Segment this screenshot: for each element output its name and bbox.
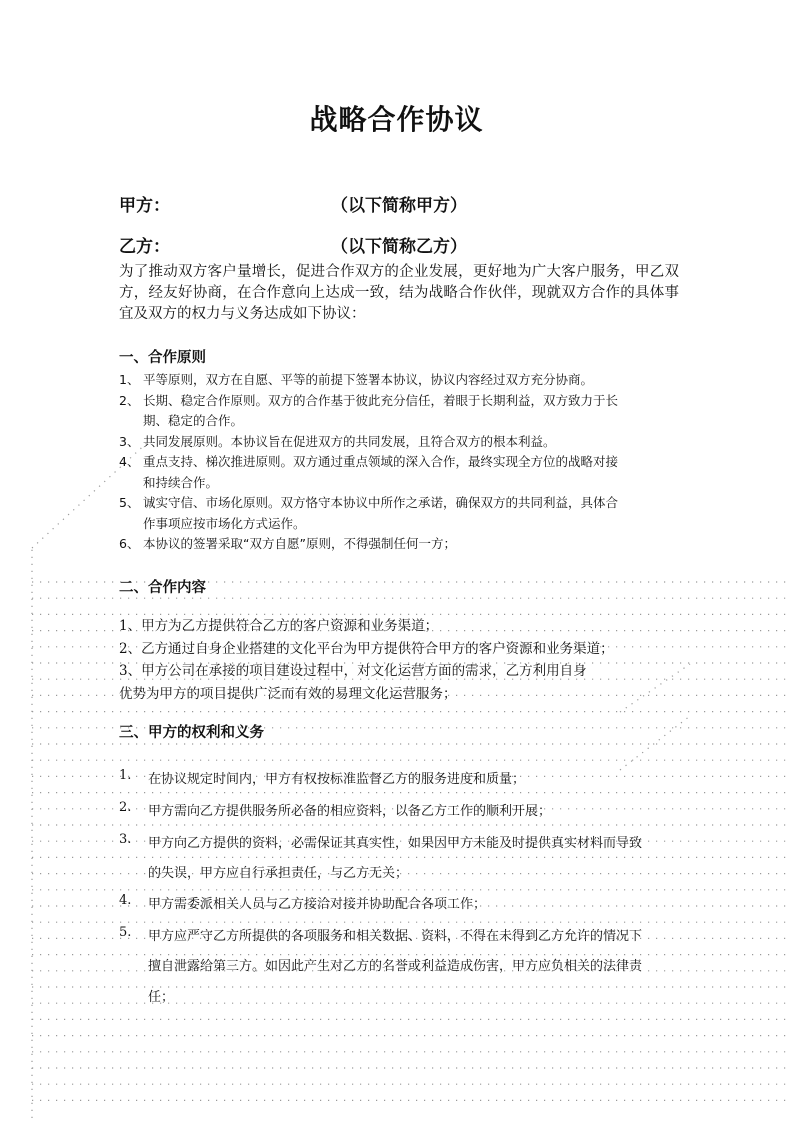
- party-b-note: （以下简称乙方）: [331, 237, 467, 257]
- principle-item: [119, 493, 679, 534]
- item-text: 甲方应严守乙方所提供的各项服务和相关数据、资料，不得在未得到乙方允许的情况下: [148, 929, 643, 944]
- item-number: 5、: [119, 495, 140, 510]
- item-text: 任；: [148, 989, 175, 1005]
- item-number: 1.: [119, 768, 132, 783]
- item-number: 4、: [119, 454, 140, 469]
- content-line: 优势为甲方的项目提供广泛而有效的易理文化运营服务；: [119, 686, 457, 702]
- content-line: 2、乙方通过自身企业搭建的文化平台为甲方提供符合甲方的客户资源和业务渠道；: [119, 641, 614, 657]
- item-text: 长期、稳定合作原则。双方的合作基于彼此充分信任，着眼于长期利益，双方致力于长: [143, 392, 619, 408]
- item-text: 在协议规定时间内，甲方有权按标准监督乙方的服务进度和质量；: [148, 772, 526, 787]
- party-a-label: 甲方：: [119, 196, 170, 216]
- content-line: 3、甲方公司在承接的项目建设过程中，对文化运营方面的需求，乙方利用自身: [119, 663, 587, 679]
- item-number: 3.: [119, 831, 132, 847]
- item-number: 6、: [119, 536, 140, 551]
- item-text: 擅自泄露给第三方。如因此产生对乙方的名誉或利益造成伤害，甲方应负相关的法律责: [148, 959, 643, 975]
- item-number: 1、: [119, 372, 140, 387]
- item-text: 甲方向乙方提供的资料，必需保证其真实性，如果因甲方未能及时提供真实材料而导致: [148, 835, 643, 851]
- principle-item: [119, 452, 679, 493]
- document-title: 战略合作协议: [309, 103, 484, 136]
- item-text: 和持续合作。: [143, 474, 219, 490]
- item-number: 5.: [119, 925, 132, 940]
- item-text: 甲方需向乙方提供服务所必备的相应资料，以备乙方工作的顺利开展；: [148, 803, 552, 819]
- item-number: 2、: [119, 392, 140, 408]
- item-number: 2.: [119, 799, 132, 815]
- item-text: 本协议的签署采取“双方自愿”原则，不得强制任何一方；: [143, 536, 456, 551]
- item-text: 甲方需委派相关人员与乙方接洽对接并协助配合各项工作；: [148, 897, 487, 913]
- section3-heading: 三、甲方的权利和义务: [119, 724, 264, 741]
- principle-item: [119, 370, 679, 391]
- content-line: 1、甲方为乙方提供符合乙方的客户资源和业务渠道；: [119, 618, 439, 634]
- section1-heading: 一、合作原则: [119, 349, 206, 366]
- principle-item: [119, 534, 679, 555]
- party-b-label: 乙方：: [119, 237, 170, 257]
- item-text: 平等原则，双方在自愿、平等的前提下签署本协议，协议内容经过双方充分协商。: [143, 372, 594, 387]
- section2-heading: 二、合作内容: [119, 579, 206, 596]
- intro-paragraph: 为了推动双方客户量增长，促进合作双方的企业发展，更好地为广大客户服务，甲乙双方，经友好协商，在合作意向上达成一致，结为战略合作伙伴，现就双方合作的具体事宜及双方的权力与义务达成如下协议：: [119, 264, 679, 322]
- item-text: 作事项应按市场化方式运作。: [143, 515, 306, 531]
- item-number: 4.: [119, 893, 132, 909]
- item-text: 的失误，甲方应自行承担责任，与乙方无关；: [148, 865, 409, 881]
- party-a-note: （以下简称甲方）: [331, 196, 467, 216]
- item-number: 3、: [119, 433, 140, 449]
- principle-item: [119, 391, 679, 432]
- item-text: 诚实守信、市场化原则。双方恪守本协议中所作之承诺，确保双方的共同利益，具体合: [143, 495, 619, 510]
- principle-item: [119, 432, 679, 453]
- item-text: 共同发展原则。本协议旨在促进双方的共同发展，且符合双方的根本利益。: [143, 433, 556, 449]
- item-text: 重点支持、梯次推进原则。双方通过重点领域的深入合作，最终实现全方位的战略对接: [143, 454, 619, 469]
- item-text: 期、稳定的合作。: [143, 413, 244, 428]
